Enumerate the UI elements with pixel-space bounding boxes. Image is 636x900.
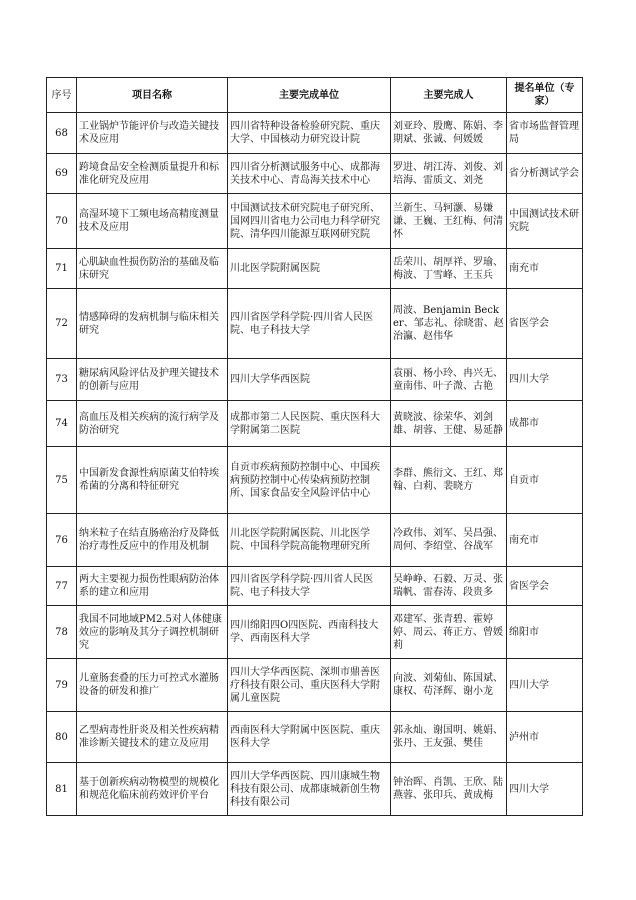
cell-unit: 川北医学院附属医院、川北医学院、中国科学院高能物理研究所	[228, 514, 391, 567]
cell-people: 刘亚玲、殷鹰、陈娟、李期斌、张诚、何媛媛	[391, 113, 507, 154]
header-seq: 序号	[47, 78, 77, 113]
cell-project: 工业锅炉节能评价与改造关键技术及应用	[77, 113, 228, 154]
cell-people: 钟治晖、肖凯、王欣、陆燕蓉、张印兵、黄成梅	[391, 763, 507, 816]
cell-project: 跨境食品安全检测质量提升和标准化研究及应用	[77, 154, 228, 194]
table-row	[47, 514, 583, 567]
cell-no: 70	[47, 194, 77, 249]
cell-nominator: 省市场监督管理局	[507, 113, 583, 154]
header-unit: 主要完成单位	[228, 78, 391, 113]
cell-people: 李群、熊衍文、王红、郑翰、白莉、裴晓方	[391, 447, 507, 514]
cell-no: 69	[47, 154, 77, 194]
cell-project: 乙型病毒性肝炎及相关性疾病精准诊断关键技术的建立及应用	[77, 712, 228, 763]
table-header-row	[47, 78, 583, 113]
table-row	[47, 194, 583, 249]
table-row	[47, 249, 583, 289]
cell-nominator: 泸州市	[507, 712, 583, 763]
cell-people: 兰新生、马轲灏、易嫌谦、王巍、王红梅、何清怀	[391, 194, 507, 249]
cell-unit: 四川省医学科学院·四川省人民医院、电子科技大学	[228, 567, 391, 606]
cell-nominator: 成都市	[507, 401, 583, 447]
cell-nominator: 四川大学	[507, 359, 583, 401]
cell-unit: 四川大学华西医院	[228, 359, 391, 401]
cell-nominator: 南充市	[507, 514, 583, 567]
header-nominator: 提名单位（专家）	[507, 78, 583, 113]
cell-no: 73	[47, 359, 77, 401]
cell-unit: 四川省分析测试服务中心、成都海关技术中心、青岛海关技术中心	[228, 154, 391, 194]
cell-no: 72	[47, 289, 77, 359]
cell-people: 袁丽、杨小玲、冉兴无、童南伟、叶子溦、古艳	[391, 359, 507, 401]
cell-unit: 中国测试技术研究院电子研究所、国网四川省电力公司电力科学研究院、清华四川能源互联网研究院	[228, 194, 391, 249]
cell-people: 郭永灿、谢国明、姚娟、张丹、王友强、樊佳	[391, 712, 507, 763]
cell-project: 中国新发食源性病原菌艾伯特埃希菌的分离和特征研究	[77, 447, 228, 514]
header-project: 项目名称	[77, 78, 228, 113]
cell-project: 两大主要视力损伤性眼病防治体系的建立和应用	[77, 567, 228, 606]
cell-unit: 成都市第二人民医院、重庆医科大学附属第二医院	[228, 401, 391, 447]
cell-people: 岳荣川、胡厚祥、罗瑜、梅波、丁雪峰、王玉兵	[391, 249, 507, 289]
cell-no: 76	[47, 514, 77, 567]
cell-project: 基于创新疾病动物模型的规模化和规范化临床前药效评价平台	[77, 763, 228, 816]
cell-people: 冷政伟、刘军、吴昌强、周何、李绍堂、谷战军	[391, 514, 507, 567]
cell-people: 罗进、胡江涛、刘俊、刘培海、雷质文、刘尧	[391, 154, 507, 194]
cell-no: 78	[47, 606, 77, 659]
cell-people: 黄晓波、徐荣华、刘剑雄、胡蓉、王健、易延静	[391, 401, 507, 447]
cell-unit: 川北医学院附属医院	[228, 249, 391, 289]
table-row	[47, 289, 583, 359]
cell-unit: 西南医科大学附属中医医院、重庆医科大学	[228, 712, 391, 763]
cell-nominator: 省分析测试学会	[507, 154, 583, 194]
table-row	[47, 401, 583, 447]
cell-nominator: 中国测试技术研究院	[507, 194, 583, 249]
table-row	[47, 154, 583, 194]
cell-nominator: 四川大学	[507, 763, 583, 816]
cell-unit: 四川省医学科学院·四川省人民医院、电子科技大学	[228, 289, 391, 359]
cell-project: 儿童肠套叠的压力可控式水灌肠设备的研发和推广	[77, 659, 228, 712]
cell-unit: 四川大学华西医院、四川康城生物科技有限公司、成都康城新创生物科技有限公司	[228, 763, 391, 816]
cell-no: 68	[47, 113, 77, 154]
cell-nominator: 四川大学	[507, 659, 583, 712]
header-people: 主要完成人	[391, 78, 507, 113]
cell-people: 邓建军、张青碧、霍婷婷、周云、蒋正方、曾媛莉	[391, 606, 507, 659]
cell-nominator: 省医学会	[507, 567, 583, 606]
cell-no: 74	[47, 401, 77, 447]
cell-nominator: 南充市	[507, 249, 583, 289]
cell-project: 高湿环境下工频电场高精度测量技术及应用	[77, 194, 228, 249]
cell-no: 80	[47, 712, 77, 763]
table-row	[47, 659, 583, 712]
cell-people: 周波、Benjamin Becker、邹志礼、徐晓雷、赵治瀛、赵伟华	[391, 289, 507, 359]
table-row	[47, 447, 583, 514]
cell-no: 79	[47, 659, 77, 712]
cell-no: 81	[47, 763, 77, 816]
cell-no: 71	[47, 249, 77, 289]
cell-project: 高血压及相关疾病的流行病学及防治研究	[77, 401, 228, 447]
cell-people: 向波、刘菊仙、陈国斌、康权、苟泽辉、谢小龙	[391, 659, 507, 712]
table-row	[47, 359, 583, 401]
table-row	[47, 606, 583, 659]
cell-unit: 四川大学华西医院、深圳市鼎善医疗科技有限公司、重庆医科大学附属儿童医院	[228, 659, 391, 712]
cell-project: 心肌缺血性损伤防治的基础及临床研究	[77, 249, 228, 289]
cell-nominator: 自贡市	[507, 447, 583, 514]
table-row	[47, 712, 583, 763]
cell-nominator: 绵阳市	[507, 606, 583, 659]
cell-unit: 四川绵阳四O四医院、西南科技大学、西南医科大学	[228, 606, 391, 659]
cell-unit: 自贡市疾病预防控制中心、中国疾病预防控制中心传染病预防控制所、国家食品安全风险评估中心	[228, 447, 391, 514]
cell-project: 情感障碍的发病机制与临床相关研究	[77, 289, 228, 359]
table-row	[47, 763, 583, 816]
awards-table	[46, 77, 583, 816]
cell-project: 我国不同地域PM2.5对人体健康效应的影响及其分子调控机制研究	[77, 606, 228, 659]
cell-project: 纳米粒子在结直肠癌治疗及降低治疗毒性反应中的作用及机制	[77, 514, 228, 567]
cell-no: 77	[47, 567, 77, 606]
cell-project: 糖尿病风险评估及护理关键技术的创新与应用	[77, 359, 228, 401]
cell-nominator: 省医学会	[507, 289, 583, 359]
cell-people: 吴峥峥、石毅、万灵、张瑞帆、雷春涛、段贵多	[391, 567, 507, 606]
cell-unit: 四川省特种设备检验研究院、重庆大学、中国核动力研究设计院	[228, 113, 391, 154]
cell-no: 75	[47, 447, 77, 514]
table-row	[47, 567, 583, 606]
table-row	[47, 113, 583, 154]
table-body	[47, 113, 583, 816]
